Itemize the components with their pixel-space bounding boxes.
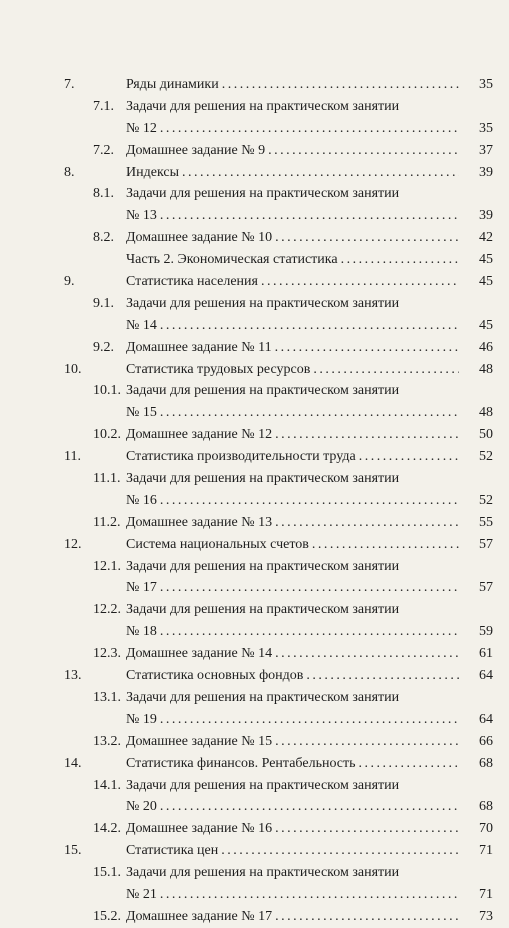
- toc-entry-page-number: 61: [479, 646, 493, 662]
- toc-entry-title: Домашнее задание № 9 . . .: [126, 140, 459, 162]
- toc-entry: [0, 512, 509, 534]
- toc-entry-page-number: 64: [479, 668, 493, 684]
- toc-entry-title: Задачи для решения на практическом занятии: [126, 865, 400, 881]
- toc-entry-number: 9.2.: [93, 339, 114, 355]
- toc-entry: [0, 162, 509, 184]
- toc-entry-title: Система национальных счетов . . .: [126, 534, 459, 556]
- toc-entry-title: № 15 . . .: [126, 402, 459, 424]
- toc-entry-title: Статистика трудовых ресурсов . . .: [126, 359, 459, 381]
- toc-entry-number: 12.1.: [93, 558, 121, 574]
- toc-entry-page-number: 39: [479, 208, 493, 224]
- toc-entry-title: Задачи для решения на практическом занятии: [126, 295, 400, 311]
- toc-entry-page-number: 52: [479, 492, 493, 508]
- toc-entry-page-number: 73: [479, 908, 493, 924]
- toc-entry: [0, 862, 509, 884]
- toc-entry: [0, 599, 509, 621]
- toc-entry-title: № 21 . . .: [126, 884, 459, 906]
- toc-entry-title: Задачи для решения на практическом занятии: [126, 558, 400, 574]
- toc-entry-page-number: 59: [479, 624, 493, 640]
- toc-entry-number: 10.2.: [93, 427, 121, 443]
- toc-entry-title: № 19 . . .: [126, 709, 459, 731]
- toc-entry-title: Задачи для решения на практическом занятии: [126, 777, 400, 793]
- toc-entry: [0, 577, 509, 599]
- toc-entry-number: 8.1.: [93, 186, 114, 202]
- toc-entry-number: 7.: [64, 77, 75, 92]
- toc-entry-page-number: 68: [479, 799, 493, 815]
- toc-entry-number: 10.1.: [93, 383, 121, 399]
- toc-entry-title: Статистика основных фондов . . .: [126, 665, 459, 687]
- toc-entry: [0, 446, 509, 468]
- toc-entry-title: № 12 . . .: [126, 118, 459, 140]
- toc-entry-title: Домашнее задание № 14 . . .: [126, 643, 459, 665]
- toc-entry: [0, 687, 509, 709]
- toc-entry-title: Задачи для решения на практическом занятии: [126, 383, 400, 399]
- toc-entry-number: 8.: [64, 164, 75, 180]
- toc-entry-number: 12.3.: [93, 646, 121, 662]
- toc-entry-title: Статистика производительности труда . . .: [126, 446, 459, 468]
- toc-entry-page-number: 35: [479, 120, 493, 136]
- toc-entry: [0, 665, 509, 687]
- toc-entry: [0, 731, 509, 753]
- toc-entry-title: № 17 . . .: [126, 577, 459, 599]
- toc-entry: [0, 271, 509, 293]
- toc-entry-title: Домашнее задание № 16 . . .: [126, 818, 459, 840]
- toc-entry-title: Домашнее задание № 10 . . .: [126, 227, 459, 249]
- toc-entry-number: 11.2.: [93, 514, 121, 530]
- toc-entry-number: 12.2.: [93, 602, 121, 618]
- toc-entry-title: Часть 2. Экономическая статистика . . .: [126, 249, 459, 271]
- toc-entry-number: 9.: [64, 274, 75, 290]
- toc-entry-page-number: 45: [479, 274, 493, 290]
- toc-entry-page-number: 70: [479, 821, 493, 837]
- toc-entry-number: 12.: [64, 536, 82, 552]
- toc-entry-number: 13.2.: [93, 733, 121, 749]
- toc-entry-page-number: 45: [479, 317, 493, 333]
- toc-entry: [0, 753, 509, 775]
- toc-entry: [0, 709, 509, 731]
- toc-entry-title: Домашнее задание № 12 . . .: [126, 424, 459, 446]
- toc-entry-number: 14.2.: [93, 821, 121, 837]
- toc-entry-page-number: 66: [479, 733, 493, 749]
- toc-entry-number: 13.: [64, 668, 82, 684]
- toc-entry: [0, 74, 509, 96]
- toc-entry-number: 7.2.: [93, 142, 114, 158]
- toc-entry-page-number: 57: [479, 536, 493, 552]
- toc-entry: [0, 818, 509, 840]
- toc-entry-page-number: 37: [479, 142, 493, 158]
- toc-entry-title: Индексы . . .: [126, 162, 459, 184]
- toc-entry-page-number: 57: [479, 580, 493, 596]
- toc-entry: [0, 775, 509, 797]
- toc-entry: [0, 621, 509, 643]
- toc-entry-title: Домашнее задание № 11 . . .: [126, 337, 459, 359]
- toc-entry: [0, 205, 509, 227]
- toc-entry-page-number: 71: [479, 843, 493, 859]
- toc-entry-number: 14.1.: [93, 777, 121, 793]
- toc-entry-title: Задачи для решения на практическом занятии: [126, 186, 400, 202]
- toc-entry-number: 11.1.: [93, 471, 121, 487]
- toc-entry: [0, 140, 509, 162]
- toc-entry-number: 13.1.: [93, 689, 121, 705]
- toc-entry-page-number: 52: [479, 449, 493, 465]
- toc-entry: [0, 490, 509, 512]
- toc-entry-number: 9.1.: [93, 295, 114, 311]
- toc-entry-number: 15.2.: [93, 908, 121, 924]
- toc-entry-title: № 20 . . .: [126, 796, 459, 818]
- toc-entry-page-number: 68: [479, 755, 493, 771]
- toc-entry: [0, 556, 509, 578]
- toc-entry-page-number: 55: [479, 514, 493, 530]
- toc-entry-title: Статистика финансов. Рентабельность . . .: [126, 753, 459, 775]
- toc-entry: [0, 118, 509, 140]
- toc-entry-page-number: 48: [479, 361, 493, 377]
- toc-entry: [0, 402, 509, 424]
- toc-entry-number: 15.1.: [93, 865, 121, 881]
- toc-entry-page-number: 39: [479, 164, 493, 180]
- toc-entry-page-number: 71: [479, 886, 493, 902]
- toc-entry-title: № 13 . . .: [126, 205, 459, 227]
- toc-entry-title: Статистика населения . . .: [126, 271, 459, 293]
- toc-entry-page-number: 42: [479, 230, 493, 246]
- toc-entry-number: 11.: [64, 449, 81, 465]
- toc-entry: [0, 424, 509, 446]
- toc-entry-number: 7.1.: [93, 98, 114, 114]
- toc-entry-page-number: 35: [479, 77, 493, 92]
- toc-entry: [0, 840, 509, 862]
- toc-entry-title: Домашнее задание № 13 . . .: [126, 512, 459, 534]
- toc-entry: [0, 227, 509, 249]
- toc-entry: [0, 293, 509, 315]
- toc-entry-title: Статистика цен . . .: [126, 840, 459, 862]
- toc-entry-title: Домашнее задание № 17 . . .: [126, 906, 459, 928]
- toc-entry: [0, 249, 509, 271]
- toc-entry: [0, 183, 509, 205]
- toc-entry-title: Ряды динамики . . .: [126, 74, 459, 96]
- toc-entry: [0, 534, 509, 556]
- toc-entry-page-number: 64: [479, 711, 493, 727]
- toc-entry-number: 10.: [64, 361, 82, 377]
- toc-entry: [0, 380, 509, 402]
- toc-entry: [0, 906, 509, 928]
- toc-entry-title: № 14 . . .: [126, 315, 459, 337]
- toc-entry-page-number: 50: [479, 427, 493, 443]
- toc-entry-title: Задачи для решения на практическом занятии: [126, 689, 400, 705]
- toc-entry-number: 14.: [64, 755, 82, 771]
- toc-entry: [0, 315, 509, 337]
- toc-entry-page-number: 46: [479, 339, 493, 355]
- toc-entry: [0, 884, 509, 906]
- toc-entry-title: Домашнее задание № 15 . . .: [126, 731, 459, 753]
- toc-entry-number: 15.: [64, 843, 82, 859]
- toc-entry: [0, 337, 509, 359]
- toc-entry-title: Задачи для решения на практическом занятии: [126, 471, 400, 487]
- toc-entry-title: Задачи для решения на практическом занятии: [126, 602, 400, 618]
- toc-entry: [0, 643, 509, 665]
- toc-entry-number: 8.2.: [93, 230, 114, 246]
- toc-entry: [0, 96, 509, 118]
- toc-entry: [0, 468, 509, 490]
- toc-entry-title: Задачи для решения на практическом занятии: [126, 98, 400, 114]
- toc-entry: [0, 359, 509, 381]
- toc-entry-page-number: 45: [479, 252, 493, 268]
- toc-entry-title: № 16 . . .: [126, 490, 459, 512]
- toc-entry-title: № 18 . . .: [126, 621, 459, 643]
- toc-entry-page-number: 48: [479, 405, 493, 421]
